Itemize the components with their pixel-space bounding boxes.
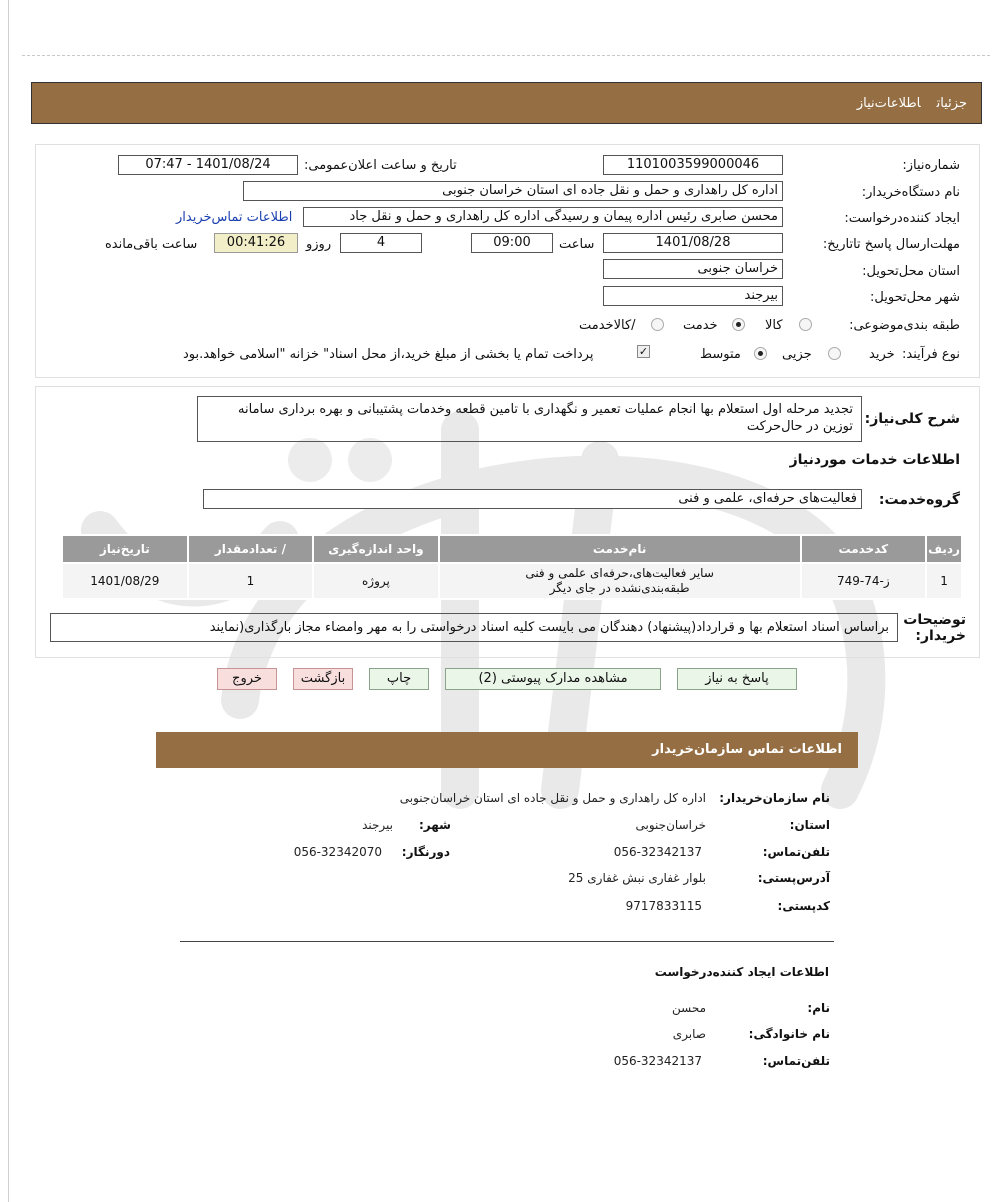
buyer-notes-text: براساس اسناد استعلام بها و قرارداد(پیشنهاد) دهندگان می بایست کلیه اسناد درخواستی را به مهر وامضاء مجاز بارگذاری(نمایند	[50, 613, 898, 642]
deadline-date-field: 1401/08/28	[603, 233, 783, 253]
contact-postal-label: کدپستی:	[777, 899, 830, 913]
contact-city-value: بیرجند	[362, 818, 393, 832]
process-medium-radio[interactable]	[754, 347, 767, 360]
services-title: اطلاعات خدمات موردنیاز	[789, 452, 960, 468]
requester-family-value: صابری	[672, 1027, 706, 1041]
contact-phone-value: 056-32342137	[613, 845, 702, 859]
cell-name-line2: طبقه‌بندی‌نشده در جای دیگر	[549, 581, 690, 595]
services-table	[61, 534, 963, 600]
requester-header: اطلاعات ایجاد کننده‌درخواست	[654, 965, 829, 979]
breadcrumb	[841, 96, 967, 111]
requester-family-label: نام خانوادگی:	[748, 1027, 830, 1041]
payment-checkbox[interactable]: ✓	[638, 345, 649, 358]
summary-text: تجدید مرحله اول استعلام بها انجام عملیات تعمیر و نگهداری با تامین قطعه وخدمات پشتیبانی و بهره برداری سامانه توزین در حال‌حرکت	[197, 396, 862, 442]
city-field: بیرجند	[603, 286, 783, 306]
process-partial-radio[interactable]	[828, 347, 841, 360]
buyer-notes-label: توضیحات خریدار:	[903, 612, 966, 644]
province-field: خراسان جنوبی	[603, 259, 783, 279]
cell-date: 1401/08/29	[62, 563, 188, 599]
table-row	[62, 563, 962, 599]
buyer-org-field: اداره کل راهداری و حمل و نقل جاده ای استان خراسان جنوبی	[243, 181, 783, 201]
service-group-label: گروه‌خدمت:	[878, 492, 960, 508]
service-group-field: فعالیت‌های حرفه‌ای، علمی و فنی	[203, 489, 862, 509]
contact-divider	[180, 941, 834, 942]
province-label: استان محل‌تحویل:	[862, 264, 960, 279]
requester-name-label: نام:	[807, 1001, 830, 1015]
process-medium-label: متوسط	[700, 347, 741, 362]
contact-org-label: نام سازمان‌خریدار:	[719, 791, 830, 805]
buyer-contact-link[interactable]: اطلاعات تماس‌خریدار	[176, 210, 293, 225]
announce-label: تاریخ و ساعت اعلان‌عمومی:	[304, 158, 457, 173]
col-date: تاریخ‌نیاز	[62, 535, 188, 563]
contact-province-value: خراسان‌جنوبی	[635, 818, 706, 832]
breadcrumb-need-info[interactable]: اطلاعات‌نیاز	[856, 96, 921, 111]
buyer-org-label: نام دستگاه‌خریدار:	[861, 185, 960, 200]
top-divider	[22, 55, 990, 56]
requester-phone-value: 056-32342137	[613, 1054, 702, 1068]
category-label: طبقه بندی‌موضوعی:	[849, 318, 960, 333]
deadline-time-field: 09:00	[471, 233, 553, 253]
back-button[interactable]: بازگشت	[293, 668, 353, 690]
col-code: کدخدمت	[801, 535, 926, 563]
creator-field: محسن صابری رئیس اداره پیمان و رسیدگی اداره کل راهداری و حمل و نقل جاد	[303, 207, 783, 227]
category-goods-label: کالا	[765, 318, 783, 333]
contact-address-value: بلوار غفاری نبش غفاری 25	[568, 871, 706, 885]
need-number-label: شماره‌نیاز:	[902, 158, 960, 173]
remaining-time-field: 00:41:26	[214, 233, 298, 253]
attachments-button[interactable]: مشاهده مدارک پیوستی (2)	[445, 668, 661, 690]
category-service-label: خدمت	[683, 318, 718, 333]
process-partial-label: جزیی	[782, 347, 812, 362]
col-row: ردیف	[926, 535, 962, 563]
category-both-radio[interactable]	[651, 318, 664, 331]
process-label: نوع فرآیند:	[902, 347, 960, 362]
need-number-field: 1101003599000046	[603, 155, 783, 175]
contact-org-value: اداره کل راهداری و حمل و نقل جاده ای استان خراسان‌جنوبی	[399, 791, 706, 805]
respond-button[interactable]: پاسخ به نیاز	[677, 668, 797, 690]
page-left-border	[8, 0, 9, 1202]
table-header-row	[62, 535, 962, 563]
breadcrumb-bar	[31, 82, 982, 124]
contact-fax-value: 056-32342070	[293, 845, 382, 859]
requester-name-value: محسن	[671, 1001, 706, 1015]
category-service-radio[interactable]	[732, 318, 745, 331]
cell-qty: 1	[188, 563, 313, 599]
contact-postal-value: 9717833115	[625, 899, 702, 913]
exit-button[interactable]: خروج	[217, 668, 277, 690]
city-label: شهر محل‌تحویل:	[870, 290, 960, 305]
creator-label: ایجاد کننده‌درخواست:	[844, 211, 960, 226]
contact-header-title: اطلاعات تماس سازمان‌خریدار	[652, 742, 842, 757]
category-goods-radio[interactable]	[799, 318, 812, 331]
breadcrumb-details[interactable]: جزئیات	[936, 96, 967, 111]
contact-phone-label: تلفن‌تماس:	[762, 845, 830, 859]
process-buy-label: خرید	[869, 347, 895, 362]
contact-fax-label: دورنگار:	[401, 845, 450, 859]
deadline-time-label: ساعت	[559, 237, 595, 252]
col-qty: / تعدادمقدار	[188, 535, 313, 563]
payment-note: پرداخت تمام یا بخشی از مبلغ خرید،از محل اسناد" خزانه "اسلامی خواهد.بود	[183, 347, 594, 362]
announce-field: 1401/08/24 - 07:47	[118, 155, 298, 175]
remaining-label: ساعت باقی‌مانده	[105, 237, 198, 252]
contact-address-label: آدرس‌پستی:	[757, 871, 830, 885]
cell-unit: پروژه	[313, 563, 439, 599]
summary-label: شرح کلی‌نیاز:	[864, 411, 960, 427]
deadline-label: مهلت‌ارسال پاسخ تا‌تاریخ:	[822, 237, 960, 252]
requester-phone-label: تلفن‌تماس:	[762, 1054, 830, 1068]
cell-row: 1	[926, 563, 962, 599]
need-info-panel	[35, 144, 980, 378]
cell-name-line1: سایر فعالیت‌های،حرفه‌ای علمی و فنی	[525, 566, 714, 580]
category-both-label: /کالاخدمت	[579, 318, 636, 333]
days-label: روزو	[306, 237, 332, 252]
contact-province-label: استان:	[789, 818, 830, 832]
col-name: نام‌خدمت	[439, 535, 801, 563]
contact-city-label: شهر:	[419, 818, 451, 832]
contact-header-bar	[156, 732, 858, 768]
print-button[interactable]: چاپ	[369, 668, 429, 690]
col-unit: واحد اندازه‌گیری	[313, 535, 439, 563]
cell-name	[439, 563, 801, 599]
days-field: 4	[340, 233, 422, 253]
cell-code: ز-74-749	[801, 563, 926, 599]
